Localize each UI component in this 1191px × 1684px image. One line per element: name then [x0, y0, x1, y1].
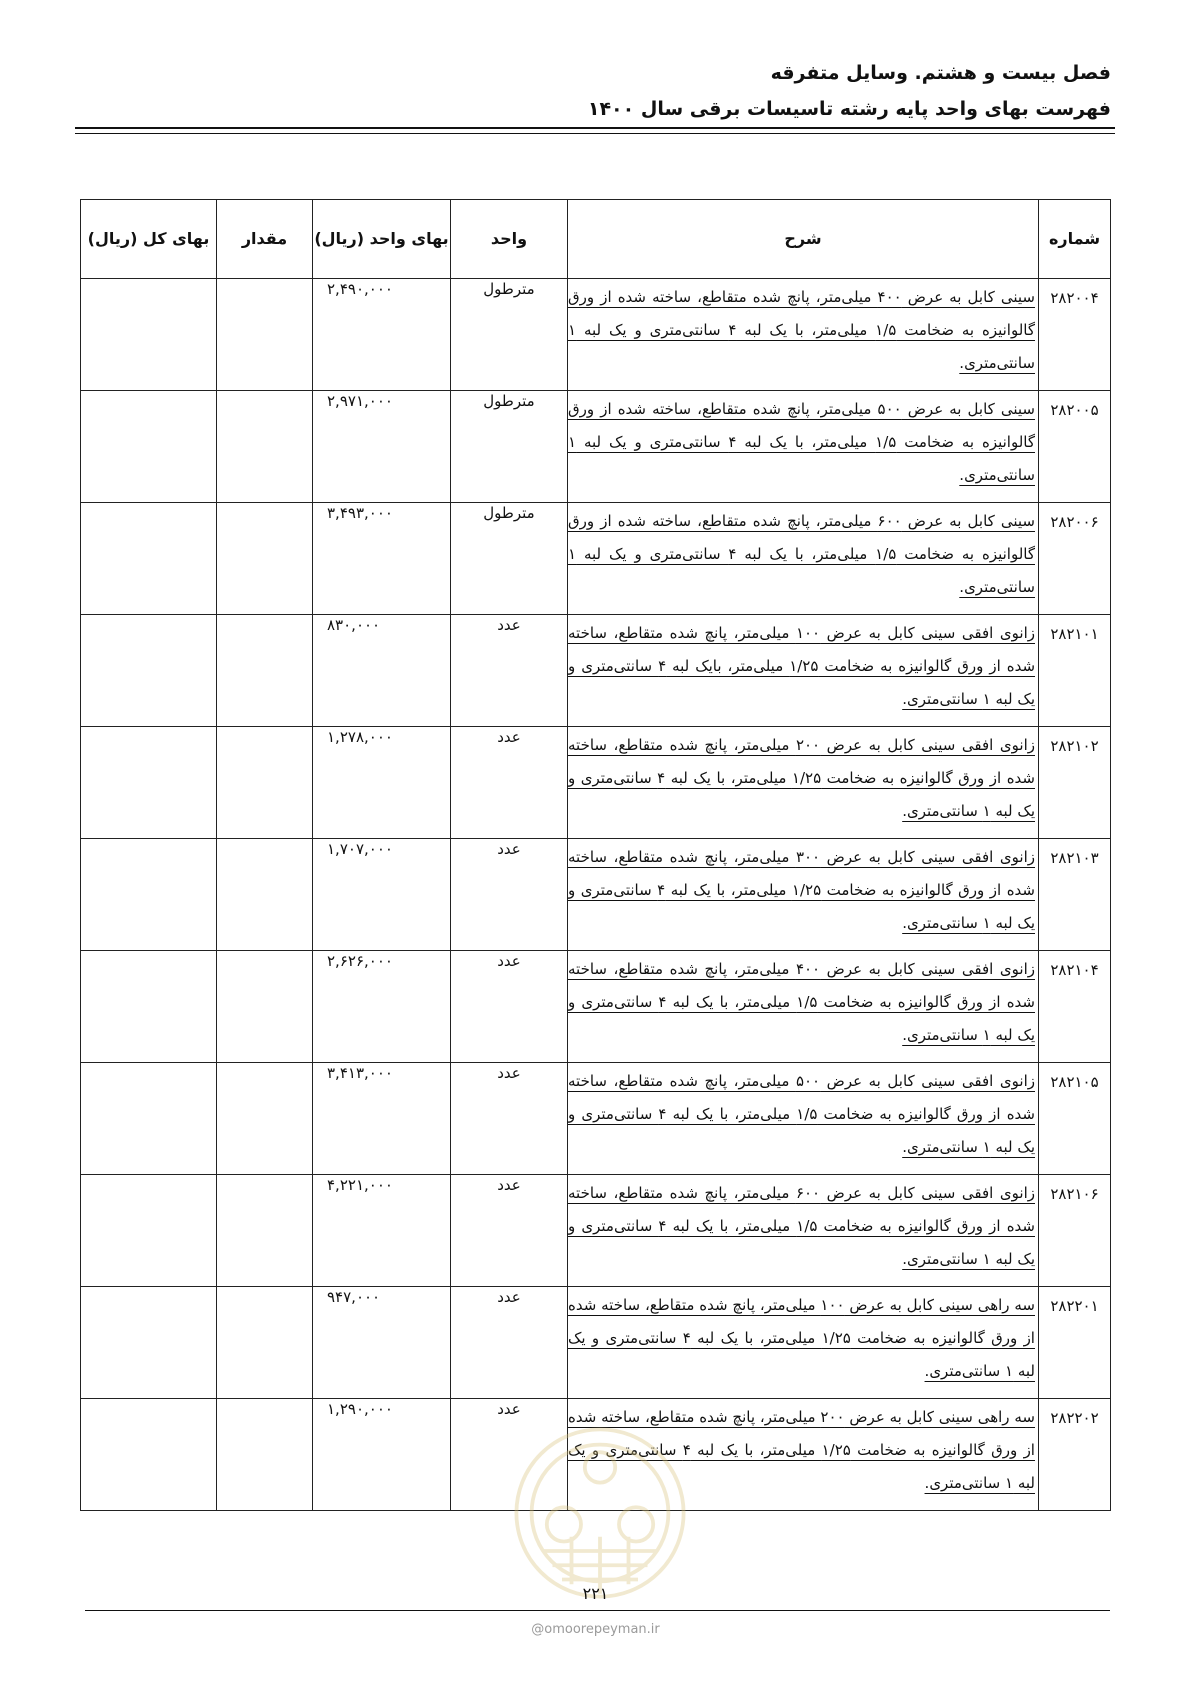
table-row [81, 951, 1111, 1063]
item-total-price-cell [81, 279, 217, 391]
watermark-logo-icon [505, 1418, 695, 1608]
item-unit-price-cell: ۴,۲۲۱,۰۰۰ [313, 1175, 451, 1287]
item-description-text: زانوی افقی سینی کابل به عرض ۱۰۰ میلی‌متر، پانچ شده متقاطع، ساخته شده از ورق گالوانیزه به ضخامت ۱/۲۵ میلی‌متر، بایک لبه ۴ سانتی‌متری و یک لبه ۱ سانتی‌متری. [568, 624, 1036, 708]
item-unit-price-cell: ۱,۷۰۷,۰۰۰ [313, 839, 451, 951]
item-quantity-cell [217, 279, 313, 391]
watermark-text: @omoorepeyman.ir [531, 1622, 660, 1637]
item-quantity-cell [217, 1063, 313, 1175]
table-row [81, 727, 1111, 839]
column-header-description: شرح [568, 200, 1039, 279]
table-row [81, 1175, 1111, 1287]
table-row [81, 1287, 1111, 1399]
header-divider [75, 127, 1115, 129]
item-unit-cell: عدد [451, 727, 568, 839]
item-number-cell: ۲۸۲۲۰۲ [1039, 1399, 1111, 1511]
item-unit-cell: عدد [451, 1399, 568, 1511]
column-header-unit-price: بهای واحد (ریال) [313, 200, 451, 279]
item-quantity-cell [217, 951, 313, 1063]
item-unit-cell: عدد [451, 1287, 568, 1399]
footer-divider [85, 1610, 1110, 1611]
item-unit-cell: مترطول [451, 279, 568, 391]
item-quantity-cell [217, 727, 313, 839]
item-number-cell: ۲۸۲۰۰۵ [1039, 391, 1111, 503]
header-divider-thin [75, 133, 1115, 134]
item-number-cell: ۲۸۲۰۰۴ [1039, 279, 1111, 391]
item-unit-price-cell: ۲,۹۷۱,۰۰۰ [313, 391, 451, 503]
item-unit-cell: مترطول [451, 391, 568, 503]
item-number-cell: ۲۸۲۱۰۴ [1039, 951, 1111, 1063]
item-description-text: سینی کابل به عرض ۵۰۰ میلی‌متر، پانچ شده متقاطع، ساخته شده از ورق گالوانیزه به ضخامت ۱/۵ میلی‌متر، با یک لبه ۴ سانتی‌متری و یک لبه ۱ سانتی‌متری. [568, 400, 1035, 484]
item-description-text: زانوی افقی سینی کابل به عرض ۴۰۰ میلی‌متر، پانچ شده متقاطع، ساخته شده از ورق گالوانیزه به ضخامت ۱/۵ میلی‌متر، با یک لبه ۴ سانتی‌متری و یک لبه ۱ سانتی‌متری. [568, 960, 1035, 1044]
item-description-cell [568, 1175, 1039, 1287]
item-unit-cell: عدد [451, 1175, 568, 1287]
item-unit-price-cell: ۳,۴۹۳,۰۰۰ [313, 503, 451, 615]
item-number-cell: ۲۸۲۱۰۱ [1039, 615, 1111, 727]
item-unit-cell: مترطول [451, 503, 568, 615]
item-total-price-cell [81, 1287, 217, 1399]
item-total-price-cell [81, 615, 217, 727]
item-number-cell: ۲۸۲۱۰۲ [1039, 727, 1111, 839]
item-description-text: زانوی افقی سینی کابل به عرض ۳۰۰ میلی‌متر، پانچ شده متقاطع، ساخته شده از ورق گالوانیزه به ضخامت ۱/۲۵ میلی‌متر، با یک لبه ۴ سانتی‌متری و یک لبه ۱ سانتی‌متری. [568, 848, 1035, 932]
item-description-cell [568, 727, 1039, 839]
item-total-price-cell [81, 503, 217, 615]
item-description-cell [568, 1063, 1039, 1175]
item-description-text: زانوی افقی سینی کابل به عرض ۵۰۰ میلی‌متر، پانچ شده متقاطع، ساخته شده از ورق گالوانیزه به ضخامت ۱/۵ میلی‌متر، با یک لبه ۴ سانتی‌متری و یک لبه ۱ سانتی‌متری. [568, 1072, 1035, 1156]
item-description-text: سینی کابل به عرض ۴۰۰ میلی‌متر، پانچ شده متقاطع، ساخته شده از ورق گالوانیزه به ضخامت ۱/۵ میلی‌متر، با یک لبه ۴ سانتی‌متری و یک لبه ۱ سانتی‌متری. [568, 288, 1035, 372]
page-header [81, 55, 1111, 127]
column-header-unit: واحد [451, 200, 568, 279]
item-quantity-cell [217, 391, 313, 503]
item-unit-price-cell: ۲,۶۲۶,۰۰۰ [313, 951, 451, 1063]
item-unit-cell: عدد [451, 839, 568, 951]
item-unit-price-cell: ۸۳۰,۰۰۰ [313, 615, 451, 727]
item-unit-price-cell: ۹۴۷,۰۰۰ [313, 1287, 451, 1399]
item-description-cell [568, 839, 1039, 951]
item-quantity-cell [217, 615, 313, 727]
item-total-price-cell [81, 951, 217, 1063]
column-header-quantity: مقدار [217, 200, 313, 279]
item-description-cell [568, 391, 1039, 503]
item-quantity-cell [217, 1287, 313, 1399]
item-description-cell [568, 951, 1039, 1063]
item-number-cell: ۲۸۲۱۰۵ [1039, 1063, 1111, 1175]
item-quantity-cell [217, 839, 313, 951]
item-unit-cell: عدد [451, 951, 568, 1063]
page-number: ۲۲۱ [582, 1584, 609, 1603]
item-quantity-cell [217, 1175, 313, 1287]
table-row [81, 391, 1111, 503]
item-total-price-cell [81, 1175, 217, 1287]
item-total-price-cell [81, 1063, 217, 1175]
item-description-text: سینی کابل به عرض ۶۰۰ میلی‌متر، پانچ شده متقاطع، ساخته شده از ورق گالوانیزه به ضخامت ۱/۵ میلی‌متر، با یک لبه ۴ سانتی‌متری و یک لبه ۱ سانتی‌متری. [568, 512, 1035, 596]
item-unit-cell: عدد [451, 1063, 568, 1175]
item-number-cell: ۲۸۲۰۰۶ [1039, 503, 1111, 615]
item-number-cell: ۲۸۲۱۰۶ [1039, 1175, 1111, 1287]
item-total-price-cell [81, 1399, 217, 1511]
document-title: فهرست بهای واحد پایه رشته تاسیسات برقی سال ۱۴۰۰ [587, 98, 1111, 120]
item-unit-price-cell: ۳,۴۱۳,۰۰۰ [313, 1063, 451, 1175]
item-description-cell [568, 1287, 1039, 1399]
table-row [81, 615, 1111, 727]
item-total-price-cell [81, 391, 217, 503]
column-header-total-price: بهای کل (ریال) [81, 200, 217, 279]
item-description-text: سه راهی سینی کابل به عرض ۱۰۰ میلی‌متر، پانچ شده متقاطع، ساخته شده از ورق گالوانیزه به ضخامت ۱/۲۵ میلی‌متر، با یک لبه ۴ سانتی‌متری و یک لبه ۱ سانتی‌متری. [568, 1296, 1035, 1380]
item-number-cell: ۲۸۲۱۰۳ [1039, 839, 1111, 951]
item-description-cell [568, 615, 1039, 727]
item-quantity-cell [217, 1399, 313, 1511]
table-header [81, 200, 1111, 279]
column-header-number: شماره [1039, 200, 1111, 279]
item-description-cell [568, 503, 1039, 615]
item-description-cell [568, 279, 1039, 391]
table-body [81, 279, 1111, 1511]
item-unit-cell: عدد [451, 615, 568, 727]
chapter-title: فصل بیست و هشتم. وسایل متفرقه [770, 62, 1111, 84]
item-total-price-cell [81, 727, 217, 839]
item-description-text: زانوی افقی سینی کابل به عرض ۶۰۰ میلی‌متر، پانچ شده متقاطع، ساخته شده از ورق گالوانیزه به ضخامت ۱/۵ میلی‌متر، با یک لبه ۴ سانتی‌متری و یک لبه ۱ سانتی‌متری. [568, 1184, 1035, 1268]
item-total-price-cell [81, 839, 217, 951]
item-unit-price-cell: ۲,۴۹۰,۰۰۰ [313, 279, 451, 391]
item-description-text: سه راهی سینی کابل به عرض ۲۰۰ میلی‌متر، پانچ شده متقاطع، ساخته شده از ورق گالوانیزه به ضخامت ۱/۲۵ میلی‌متر، با یک لبه ۴ سانتی‌متری و یک لبه ۱ سانتی‌متری. [568, 1408, 1035, 1492]
item-quantity-cell [217, 503, 313, 615]
table-row [81, 1063, 1111, 1175]
item-unit-price-cell: ۱,۲۹۰,۰۰۰ [313, 1399, 451, 1511]
item-unit-price-cell: ۱,۲۷۸,۰۰۰ [313, 727, 451, 839]
table-row [81, 503, 1111, 615]
item-number-cell: ۲۸۲۲۰۱ [1039, 1287, 1111, 1399]
price-list-table [80, 199, 1111, 1511]
table-row [81, 839, 1111, 951]
item-description-text: زانوی افقی سینی کابل به عرض ۲۰۰ میلی‌متر، پانچ شده متقاطع، ساخته شده از ورق گالوانیزه به ضخامت ۱/۲۵ میلی‌متر، با یک لبه ۴ سانتی‌متری و یک لبه ۱ سانتی‌متری. [568, 736, 1035, 820]
table-row [81, 279, 1111, 391]
